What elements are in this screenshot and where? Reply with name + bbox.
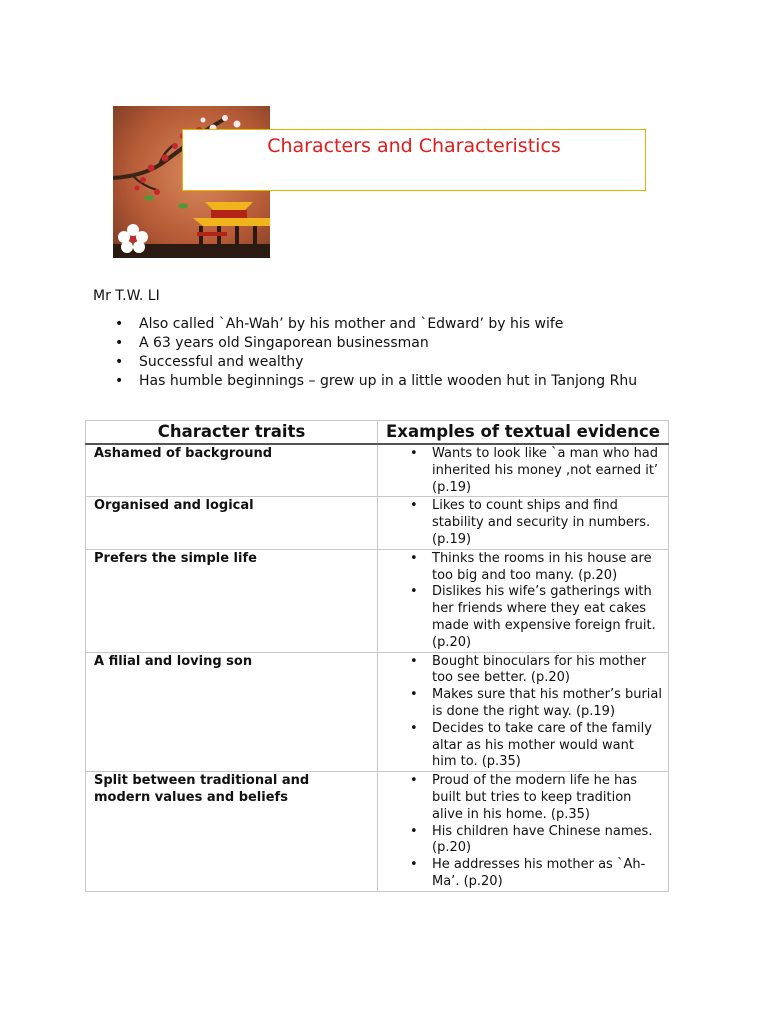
header-character-traits: Character traits	[86, 421, 378, 445]
trait-cell: Split between traditional and modern values and beliefs	[86, 772, 378, 892]
page-title: Characters and Characteristics	[267, 135, 561, 157]
trait-cell: A filial and loving son	[86, 652, 378, 772]
evidence-item: • Decides to take care of the family altar as his mother would want him to. (p.35)	[378, 721, 662, 771]
evidence-item: • Proud of the modern life he has built but tries to keep tradition alive in his home. (p.35)	[378, 773, 662, 823]
character-name: Mr T.W. LI	[93, 288, 160, 304]
header-textual-evidence: Examples of textual evidence	[378, 421, 669, 445]
evidence-item: • Likes to count ships and find stability and security in numbers. (p.19)	[378, 498, 662, 548]
trait-cell: Ashamed of background	[86, 444, 378, 497]
table-row	[86, 497, 669, 549]
evidence-cell	[378, 772, 669, 892]
table-row	[86, 444, 669, 497]
list-item: • Has humble beginnings – grew up in a little wooden hut in Tanjong Rhu	[93, 372, 673, 391]
evidence-item: • His children have Chinese names. (p.20)	[378, 824, 662, 858]
evidence-item: • Thinks the rooms in his house are too big and too many. (p.20)	[378, 551, 662, 585]
evidence-cell	[378, 549, 669, 652]
traits-table	[85, 420, 669, 892]
list-item: • A 63 years old Singaporean businessman	[93, 334, 673, 353]
list-item: • Successful and wealthy	[93, 353, 673, 372]
evidence-item: • Bought binoculars for his mother too see better. (p.20)	[378, 654, 662, 688]
table-row	[86, 772, 669, 892]
evidence-cell	[378, 652, 669, 772]
evidence-item: • Wants to look like `a man who had inherited his money ,not earned it’ (p.19)	[378, 446, 662, 496]
table-header-row	[86, 421, 669, 445]
evidence-item: • Makes sure that his mother’s burial is done the right way. (p.19)	[378, 687, 662, 721]
evidence-item: • Dislikes his wife’s gatherings with her friends where they eat cakes made with expensive foreign fruit. (p.20)	[378, 584, 662, 651]
evidence-cell	[378, 444, 669, 497]
evidence-cell	[378, 497, 669, 549]
trait-cell: Organised and logical	[86, 497, 378, 549]
character-bullets	[93, 315, 673, 391]
evidence-item: • He addresses his mother as `Ah-Ma’. (p.20)	[378, 857, 662, 891]
trait-cell: Prefers the simple life	[86, 549, 378, 652]
table-row	[86, 652, 669, 772]
table-row	[86, 549, 669, 652]
title-box	[182, 129, 646, 191]
list-item: • Also called `Ah-Wah’ by his mother and `Edward’ by his wife	[93, 315, 673, 334]
